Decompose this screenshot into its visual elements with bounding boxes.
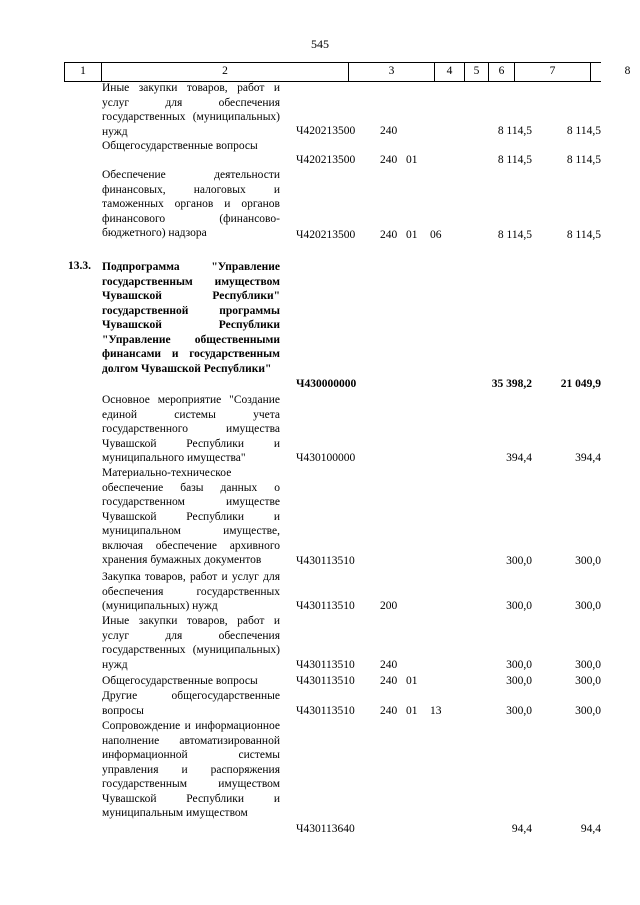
- row-code: Ч430113510: [296, 659, 355, 671]
- row-name: Подпрограмма "Управление государственным имуществом Чувашской Республики" государственной программы Чувашской Республики "Управление общественными финансами и государственным долгом Чувашской Республики": [102, 261, 280, 375]
- row-v8: 394,4: [575, 452, 601, 464]
- row-v8: 8 114,5: [566, 125, 601, 137]
- row-c4: 240: [380, 659, 398, 671]
- header-col-5: 5: [464, 63, 488, 81]
- row-code: Ч430113510: [296, 675, 355, 687]
- row-c4: 240: [380, 229, 398, 241]
- row-name: Общегосударственные вопросы: [102, 140, 258, 152]
- row-code: Ч420213500: [296, 229, 356, 241]
- row-code: Ч420213500: [296, 125, 356, 137]
- row-c4: 240: [380, 125, 398, 137]
- row-name: Основное мероприятие "Создание единой системы учета государственного имущества Чувашской Республики и муниципального имущества": [102, 394, 280, 464]
- row-code: Ч430100000: [296, 452, 356, 464]
- row-v7: 300,0: [506, 600, 532, 612]
- row-v8: 300,0: [575, 555, 601, 567]
- row-c5: 01: [406, 229, 418, 241]
- row-v8: 300,0: [575, 675, 601, 687]
- row-v7: 300,0: [506, 555, 532, 567]
- row-name: Общегосударственные вопросы: [102, 675, 258, 687]
- row-code: Ч430113640: [296, 823, 355, 835]
- header-col-1: 1: [64, 63, 101, 81]
- table-row: [64, 719, 601, 839]
- row-c4: 240: [380, 705, 398, 717]
- row-name: Обеспечение деятельности финансовых, налоговых и таможенных органов и органов финансового (финансово-бюджетного) надзора: [102, 169, 280, 239]
- row-c4: 240: [380, 675, 398, 687]
- table-row: [64, 674, 601, 690]
- row-v8: 21 049,9: [560, 378, 601, 390]
- row-c5: 01: [406, 154, 418, 166]
- row-code: Ч430113510: [296, 600, 355, 612]
- row-v8: 8 114,5: [566, 229, 601, 241]
- table-row: [64, 570, 601, 615]
- row-code: Ч430000000: [296, 378, 357, 390]
- row-c6: 06: [430, 229, 442, 241]
- table-row: [64, 139, 601, 168]
- table-header: [64, 62, 631, 82]
- row-v8: 300,0: [575, 659, 601, 671]
- row-v7: 394,4: [506, 452, 532, 464]
- row-v8: 300,0: [575, 600, 601, 612]
- row-v8: 8 114,5: [566, 154, 601, 166]
- row-v7: 300,0: [506, 705, 532, 717]
- table-row: [64, 168, 601, 244]
- header-col-6: 6: [488, 63, 514, 81]
- row-c4: 240: [380, 154, 398, 166]
- row-v7: 300,0: [506, 659, 532, 671]
- row-number: 13.3.: [68, 260, 91, 272]
- row-v8: 94,4: [580, 823, 601, 835]
- row-c4: 200: [380, 600, 398, 612]
- header-col-3: 3: [348, 63, 434, 81]
- header-col-7: 7: [514, 63, 590, 81]
- row-name: Иные закупки товаров, работ и услуг для обеспечения государственных (муниципальных) нужд: [102, 82, 280, 138]
- row-code: Ч430113510: [296, 555, 355, 567]
- header-col-2: 2: [101, 63, 348, 81]
- row-v7: 8 114,5: [497, 154, 532, 166]
- row-name: Материально-техническое обеспечение базы данных о государственном имуществе Чувашской Республики и муниципальном имуществе, включая обеспечение архивного хранения бумажных документов: [102, 467, 280, 566]
- header-col-8: 8: [590, 63, 640, 81]
- row-name: Другие общегосударственные вопросы: [102, 690, 280, 717]
- header-col-4: 4: [434, 63, 464, 81]
- row-name: Закупка товаров, работ и услуг для обеспечения государственных (муниципальных) нужд: [102, 571, 280, 612]
- row-c6: 13: [430, 705, 442, 717]
- table-row: [64, 614, 601, 674]
- table-row: [64, 689, 601, 720]
- row-v7: 8 114,5: [497, 125, 532, 137]
- row-code: Ч420213500: [296, 154, 356, 166]
- row-v7: 8 114,5: [497, 229, 532, 241]
- row-v8: 300,0: [575, 705, 601, 717]
- row-name: Иные закупки товаров, работ и услуг для обеспечения государственных (муниципальных) нужд: [102, 615, 280, 671]
- row-code: Ч430113510: [296, 705, 355, 717]
- row-c5: 01: [406, 705, 418, 717]
- page-number: 545: [311, 37, 329, 51]
- row-v7: 94,4: [511, 823, 532, 835]
- row-name: Сопровождение и информационное наполнение автоматизированной информационной системы управления и распоряжения государственным имуществом Чувашской Республики и муниципальным имуществом: [102, 720, 280, 819]
- row-c5: 01: [406, 675, 418, 687]
- table-row: [64, 81, 601, 139]
- table-row: [64, 393, 601, 467]
- row-v7: 300,0: [506, 675, 532, 687]
- row-v7: 35 398,2: [491, 378, 532, 390]
- table-row: [64, 260, 601, 394]
- table-row: [64, 466, 601, 570]
